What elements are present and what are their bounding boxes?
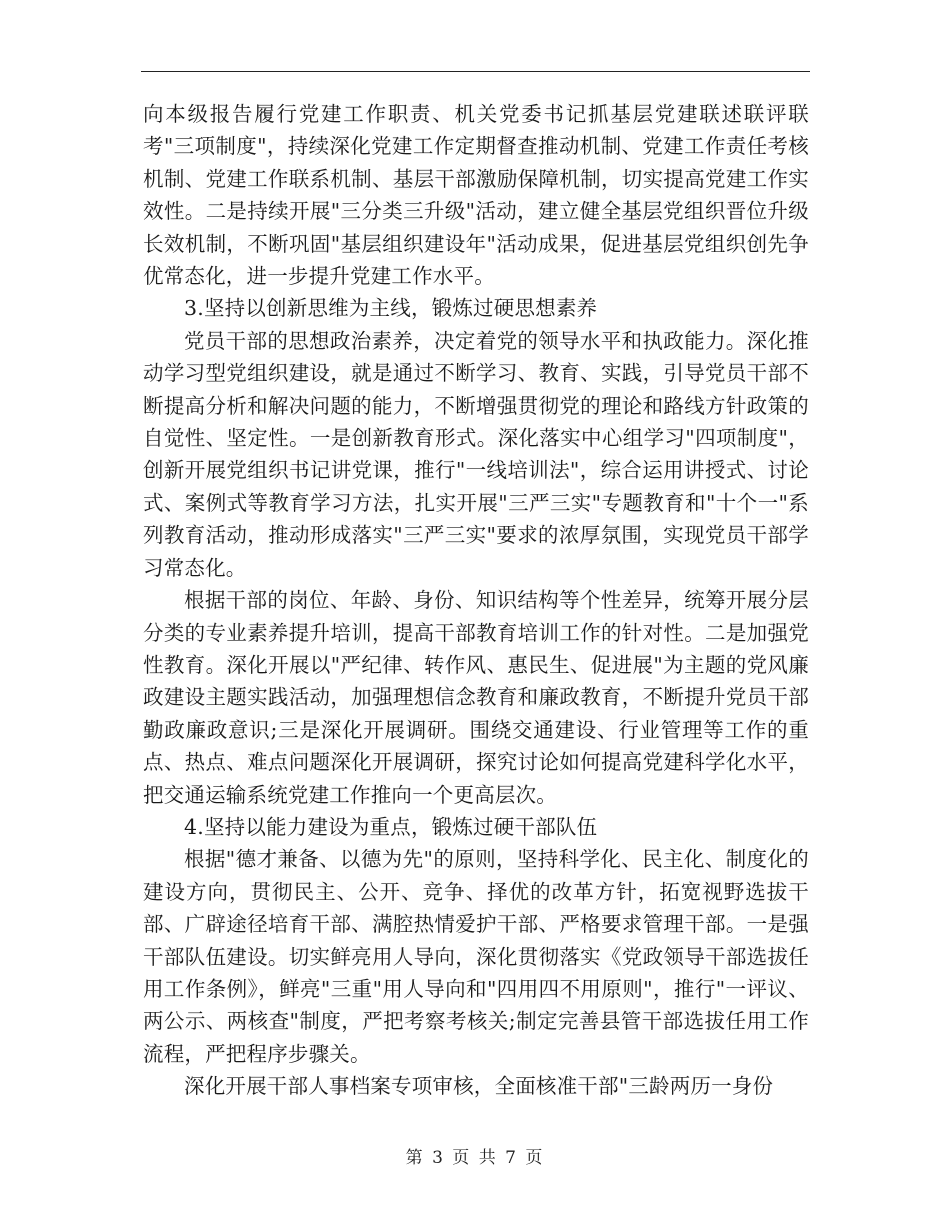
document-body <box>143 98 809 1103</box>
paragraph: 党员干部的思想政治素养，决定着党的领导水平和执政能力。深化推动学习型党组织建设，就是通过不断学习、教育、实践，引导党员干部不断提高分析和解决问题的能力，不断增强贯彻党的理论和路线方针政策的自觉性、坚定性。一是创新教育形式。深化落实中心组学习"四项制度"，创新开展党组织书记讲党课，推行"一线培训法"，综合运用讲授式、讨论式、案例式等教育学习方法，扎实开展"三严三实"专题教育和"十个一"系列教育活动，推动形成落实"三严三实"要求的浓厚氛围，实现党员干部学习常态化。 <box>143 328 809 580</box>
section-heading-3: 3.坚持以创新思维为主线，锻炼过硬思想素养 <box>184 296 598 321</box>
paragraph: 根据干部的岗位、年龄、身份、知识结构等个性差异，统筹开展分层分类的专业素养提升培训，提高干部教育培训工作的针对性。二是加强党性教育。深化开展以"严纪律、转作风、惠民生、促进展"为主题的党风廉政建设主题实践活动，加强理想信念教育和廉政教育，不断提升党员干部勤政廉政意识;三是深化开展调研。围绕交通建设、行业管理等工作的重点、热点、难点问题深化开展调研，探究讨论如何提高党建科学化水平，把交通运输系统党建工作推向一个更高层次。 <box>143 588 809 807</box>
page-number-footer: 第 3 页 共 7 页 <box>405 1148 545 1168</box>
paragraph-continuation: 向本级报告履行党建工作职责、机关党委书记抓基层党建联述联评联考"三项制度"，持续深化党建工作定期督查推动机制、党建工作责任考核机制、党建工作联系机制、基层干部激励保障机制，切实提高党建工作实效性。二是持续开展"三分类三升级"活动，建立健全基层党组织晋位升级长效机制，不断巩固"基层组织建设年"活动成果，促进基层党组织创先争优常态化，进一步提升党建工作水平。 <box>143 102 809 289</box>
section-heading-4: 4.坚持以能力建设为重点，锻炼过硬干部队伍 <box>184 814 598 839</box>
header-divider <box>141 71 810 72</box>
paragraph: 根据"德才兼备、以德为先"的原则，坚持科学化、民主化、制度化的建设方向，贯彻民主、公开、竞争、择优的改革方针，拓宽视野选拔干部、广辟途径培育干部、满腔热情爱护干部、严格要求管理干部。一是强干部队伍建设。切实鲜亮用人导向，深化贯彻落实《党政领导干部选拔任用工作条例》，鲜亮"三重"用人导向和"四用四不用原则"，推行"一评议、两公示、两核查"制度，严把考察考核关;制定完善县管干部选拔任用工作流程，严把程序步骤关。 <box>143 847 809 1066</box>
paragraph-truncated: 深化开展干部人事档案专项审核，全面核准干部"三龄两历一身份 <box>184 1074 774 1099</box>
